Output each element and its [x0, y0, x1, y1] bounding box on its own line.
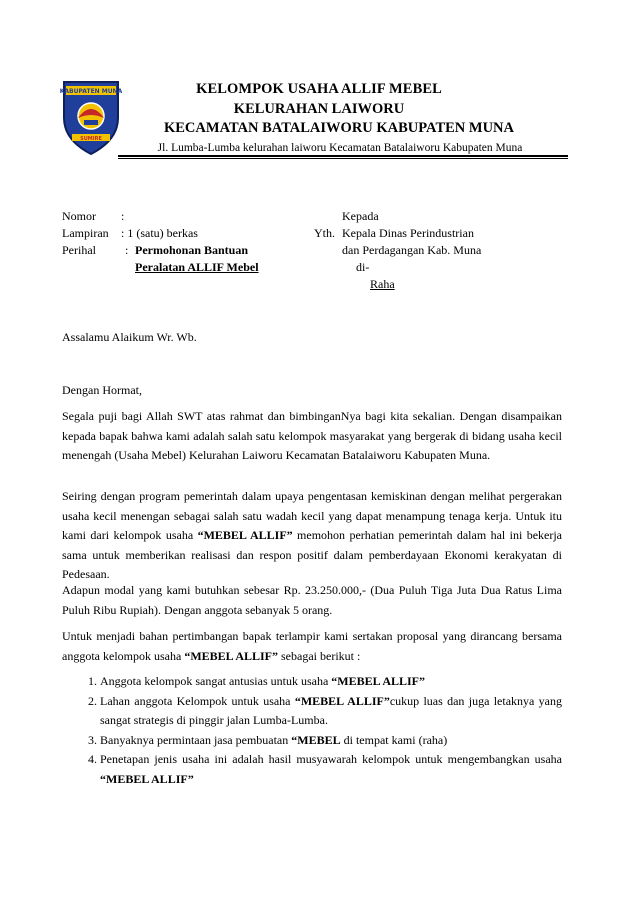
salutation: Dengan Hormat, [62, 383, 142, 397]
recipient-city: Raha [370, 277, 395, 291]
lampiran-label: Lampiran [62, 226, 109, 240]
svg-text:KABUPATEN MUNA: KABUPATEN MUNA [60, 88, 122, 95]
list-item: 3. Banyaknya permintaan jasa pembuatan “MEBEL di tempat kami (raha) [100, 731, 562, 751]
paragraph-2-text-a: Seiring dengan program pemerintah dalam upaya pengentasan kemiskinan dengan melihat pergerakan usaha kecil menengan sebagai salah satu wadah kecil yang dapat menampung tenaga kerja. Untuk itu kami dari kelompok usaha [62, 489, 562, 542]
paragraph-4-bold: “MEBEL ALLIF” [184, 648, 279, 663]
paragraph-2-text-b: memohon perhatian pemerintah dalam hal ini bekerja sama untuk memberikan realisasi dan respon positif dalam pemberdayaan Ekonomi kerakyatan di Pedesaan. [62, 528, 562, 581]
paragraph-2 [62, 487, 562, 585]
perihal-line1: Permohonan Bantuan [135, 243, 249, 257]
kelurahan-name: KELURAHAN LAIWORU [233, 101, 405, 117]
header-divider-thin [118, 158, 568, 159]
perihal-colon: : [125, 243, 129, 257]
svg-text:SUMIRE: SUMIRE [80, 136, 102, 142]
recipient-line2: dan Perdagangan Kab. Muna [342, 243, 482, 257]
perihal-line2: Peralatan ALLIF Mebel [135, 260, 259, 274]
header-divider [118, 155, 568, 157]
org-name: KELOMPOK USAHA ALLIF MEBEL [196, 81, 442, 97]
paragraph-4 [62, 627, 562, 666]
list-item: 4. Penetapan jenis usaha ini adalah hasil musyawarah kelompok untuk mengembangkan usaha “MEBEL ALLIF” [100, 750, 562, 789]
recipient-line1: Kepala Dinas Perindustrian [342, 226, 474, 240]
paragraph-4-text-b: sebagai berikut : [278, 648, 361, 663]
nomor-label: Nomor [62, 209, 96, 223]
list-item: 1. Anggota kelompok sangat antusias untuk usaha “MEBEL ALLIF” [100, 672, 562, 692]
kecamatan-name: KECAMATAN BATALAIWORU KABUPATEN MUNA [163, 120, 514, 136]
recipient-kepada: Kepada [342, 209, 379, 223]
paragraph-1: Segala puji bagi Allah SWT atas rahmat dan bimbinganNya bagi kita sekalian. Dengan disampaikan kepada bapak bahwa kami adalah salah satu kelompok masyarakat yang bergerak di bidang usaha kecil menengah (Usaha Mebel) Kelurahan Laiworu Kecamatan Batalaiworu Kabupaten Muna. [62, 409, 562, 462]
perihal-label: Perihal [62, 243, 96, 257]
lampiran-value: : 1 (satu) berkas [121, 226, 198, 240]
greeting: Assalamu Alaikum Wr. Wb. [62, 330, 197, 344]
nomor-value: : [121, 209, 125, 223]
recipient-yth: Yth. [314, 226, 335, 240]
address-line: Jl. Lumba-Lumba kelurahan laiworu Kecamatan Batalaiworu Kabupaten Muna [157, 142, 523, 154]
paragraph-4-text-a: Untuk menjadi bahan pertimbangan bapak terlampir kami sertakan proposal yang dirancang bersama anggota kelompok usaha [62, 629, 562, 663]
paragraph-2-bold: “MEBEL ALLIF” [197, 528, 293, 542]
reasons-list [62, 672, 562, 789]
list-item: 2. Lahan anggota Kelompok untuk usaha “MEBEL ALLIF”cukup luas dan juga letaknya yang sangat strategis di pinggir jalan Lumba-Lumba. [100, 692, 562, 731]
recipient-di: di- [356, 260, 370, 274]
paragraph-3: Adapun modal yang kami butuhkan sebesar Rp. 23.250.000,- (Dua Puluh Tiga Juta Dua Ratus Lima Puluh Ribu Rupiah). Dengan anggota sebanyak 5 orang. [62, 583, 562, 617]
